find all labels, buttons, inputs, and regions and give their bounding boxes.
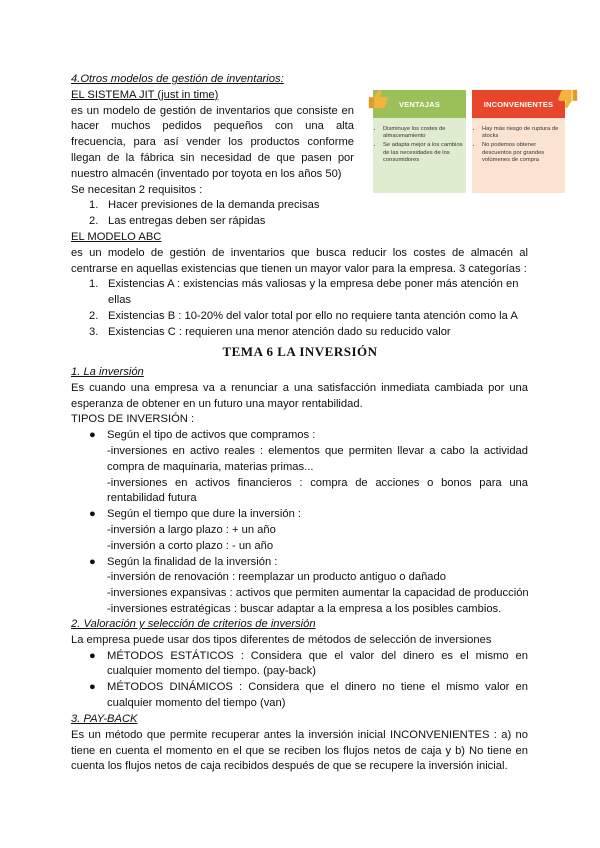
bullet-dot: ●	[89, 649, 96, 662]
section2	[71, 617, 528, 712]
inconvenientes-card	[472, 90, 565, 193]
jit-line: es un modelo de gestión de inventarios que consiste en	[71, 104, 354, 117]
section4-heading: 4.Otros modelos de gestión de inventarios:	[71, 73, 284, 85]
list-number: 1.	[89, 278, 99, 291]
abc-item	[71, 277, 528, 309]
s2-heading: 2. Valoración y selección de criterios de inversión	[71, 618, 316, 630]
s3-line: tiene en cuenta el momento en el que se reciben los flujos netos de caja y b) No tiene en	[71, 744, 528, 757]
bullet-text: -inversiones estratégicas : buscar adaptar a la empresa a los posibles cambios.	[107, 602, 502, 615]
s1-line: Es cuando una empresa va a renunciar a una satisfacción inmediata cambiada por una	[71, 381, 528, 394]
inconvenientes-list	[472, 126, 565, 164]
bullet-dot: ●	[89, 681, 96, 694]
bullet-text: cualquier momento del tiempo (van)	[107, 696, 286, 709]
ventajas-title: VENTAJAS	[373, 90, 466, 118]
bullet-text: Según el tiempo que dure la inversión :	[107, 508, 302, 521]
list-number: 2.	[89, 215, 99, 228]
bullet-item	[71, 555, 528, 618]
jit-line: frecuencia, para así vender los productos conforme	[71, 136, 354, 149]
s3-line: cuenta los flujos netos de caja recibidos después de que se recupere la inversión inicial.	[71, 760, 508, 773]
list-text: Las entregas deben ser rápidas	[108, 215, 266, 228]
jit-infographic	[367, 84, 579, 204]
abc-title: EL MODELO ABC	[71, 230, 162, 243]
section3	[71, 712, 528, 775]
bullet-item	[71, 507, 528, 554]
bullet-text: -inversión a corto plazo : - un año	[107, 539, 274, 552]
s1-line: esperanza de obtener en un futuro una mayor rentabilidad.	[71, 397, 363, 410]
bullet-text: MÉTODOS ESTÁTICOS : Considera que el valor del dinero es el mismo en	[107, 649, 528, 662]
ventajas-item: • Disminuye los costes de almacenamiento	[383, 126, 463, 140]
jit-title: EL SISTEMA JIT (just in time)	[71, 88, 219, 101]
bullet-dot: ●	[89, 555, 96, 568]
bullet-text: rentabilidad futura	[107, 492, 197, 505]
list-text: Existencias C : requieren una menor atención dado su reducido valor	[108, 325, 451, 338]
jit-line: hacer muchos pedidos pequeños con una alta	[71, 120, 354, 133]
list-text: Existencias B : 10-20% del valor total por ello no requiere tanta atención como la A	[108, 309, 518, 322]
tipos-label: TIPOS DE INVERSIÓN :	[71, 413, 195, 426]
list-text: Existencias A : existencias más valiosas y la empresa debe poner más atención en	[108, 278, 519, 291]
tema6-title-text: TEMA 6 LA INVERSIÓN	[222, 344, 378, 359]
s1-heading: 1. La inversión	[71, 366, 144, 378]
ventajas-list	[373, 126, 466, 164]
bullet-text: -inversiones expansivas : activos que permiten aumentar la capacidad de producción	[107, 587, 529, 600]
tema6-title	[0, 344, 600, 360]
list-number: 2.	[89, 309, 99, 322]
bullet-text: -inversión de renovación : reemplazar un producto antiguo o dañado	[107, 571, 446, 584]
s2-intro: La empresa puede usar dos tipos diferentes de métodos de selección de inversiones	[71, 633, 492, 646]
bullet-text: Según la finalidad de la inversión :	[107, 555, 278, 568]
bullet-text: cualquier momento del tiempo. (pay-back)	[107, 665, 316, 678]
jit-paragraph	[71, 104, 354, 199]
abc-item	[71, 309, 528, 325]
bullet-text: Según el tipo de activos que compramos :	[107, 429, 316, 442]
abc-line: es un modelo de gestión de inventarios que busca reducir los costes de almacén al	[71, 246, 528, 259]
jit-line: nuestro almacén (inventado por toyota en los años 50)	[71, 167, 342, 180]
list-number: 3.	[89, 325, 99, 338]
bullet-text: -inversión a largo plazo : + un año	[107, 523, 276, 536]
jit-line: Se necesitan 2 requisitos :	[71, 183, 203, 196]
s3-line: Es un método que permite recuperar antes la inversión inicial INCONVENIENTES : a) no	[71, 728, 528, 741]
list-text: ellas	[108, 294, 132, 307]
jit-line: llegan de la fábrica sin necesidad de que pasen por	[71, 151, 354, 164]
bullet-item	[71, 649, 528, 681]
bullet-item	[71, 680, 528, 712]
inconvenientes-item: • No podemos obtener descuentos por grandes volúmenes de compra	[482, 142, 562, 164]
bullet-dot: ●	[89, 429, 96, 442]
bullet-text: MÉTODOS DINÁMICOS : Considera que el dinero no tiene el mismo valor en	[107, 681, 528, 694]
list-number: 1.	[89, 199, 99, 212]
bullet-text: compra de maquinaria, materias primas...	[107, 460, 314, 473]
thumbs-down-icon	[557, 88, 579, 110]
s3-heading: 3. PAY-BACK	[71, 713, 138, 725]
bullet-text: -inversiones en activos financieros : compra de acciones o bonos para una	[107, 476, 528, 489]
bullet-text: -inversiones en activo reales : elementos que permiten llevar a cabo la actividad	[107, 444, 528, 457]
ventajas-item: • Se adapta mejor a los cambios de las necesidades de los consumidores	[383, 142, 463, 164]
inconvenientes-item: • Hay más riesgo de ruptura de stocks	[482, 126, 562, 140]
list-text: Hacer previsiones de la demanda precisas	[108, 199, 320, 212]
abc-line: centrarse en aquellas existencias que tienen un mayor valor para la empresa. 3 categorías :	[71, 262, 527, 275]
abc-item	[71, 325, 528, 341]
section1	[71, 365, 528, 618]
bullet-item	[71, 428, 528, 507]
jit-requirement	[71, 214, 528, 230]
inconvenientes-title: INCONVENIENTES	[472, 90, 565, 118]
thumbs-up-icon	[367, 88, 389, 110]
bullet-dot: ●	[89, 508, 96, 521]
